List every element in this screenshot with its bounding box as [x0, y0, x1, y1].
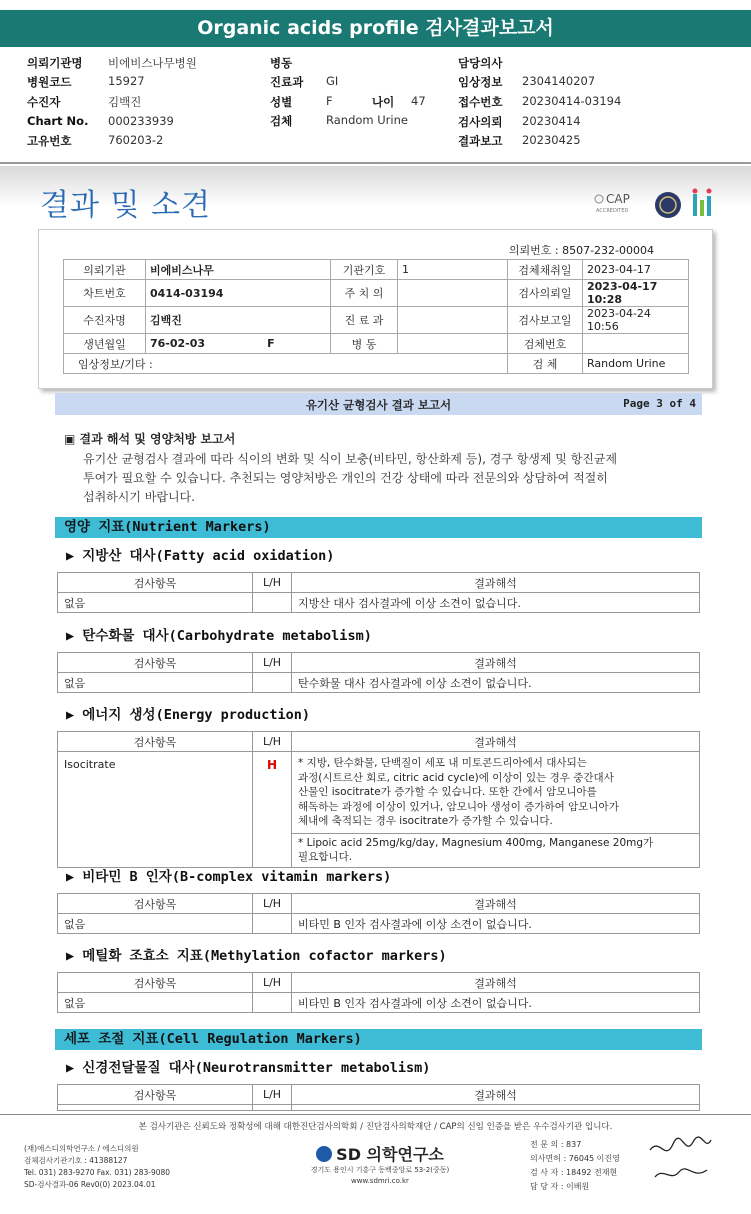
methylation-table: 검사항목 L/H 결과해석 없음 비타민 B 인자 검사결과에 이상 소견이 없습니다.: [57, 972, 700, 1013]
footer-brand: SD 의학연구소 경기도 용인시 기흥구 동백중앙로 53-2(중동) www.sdmri.co.kr: [310, 1145, 450, 1185]
info-label: 고유번호: [27, 134, 72, 148]
info-value: 비에비스나무병원: [108, 56, 197, 70]
info-label: 진료과: [270, 75, 304, 89]
info-label: 병동: [270, 56, 293, 70]
info-label: 의뢰기관명: [27, 56, 83, 70]
carbohydrate-table: 검사항목 L/H 결과해석 없음 탄수화물 대사 검사결과에 이상 소견이 없습니다.: [57, 652, 700, 693]
neurotransmitter-table: 검사항목 L/H 결과해석: [57, 1084, 700, 1111]
section-energy: ▶ 에너지 생성(Energy production): [66, 707, 311, 723]
patient-table: 의뢰기관 비에비스나무 기관기호 1 검체채취일 2023-04-17 차트번호 0414-03194 주 치 의 검사의뢰일 2023-04-17 10:28 수진자명 김백진 진 료 과 검사보고일 2023-04-24 10:56 생년월일 76-02-03 F 병 동 검체번호 임상정보/기타 : 검 체 Random Urine: [63, 259, 689, 374]
sd-logo-icon: [316, 1146, 332, 1162]
accreditation-logos: [593, 188, 723, 222]
high-flag: H: [253, 752, 292, 868]
info-value: GI: [326, 74, 339, 88]
cap-text: CAP: [606, 192, 630, 206]
section-fatty-acid: ▶ 지방산 대사(Fatty acid oxidation): [66, 548, 335, 564]
info-value: 000233939: [108, 114, 174, 128]
info-value: 15927: [108, 74, 145, 88]
energy-prescription: * Lipoic acid 25mg/kg/day, Magnesium 400mg, Manganese 20mg가 필요합니다.: [292, 833, 700, 867]
interp-title: ▣ 결과 해석 및 영양처방 보고서: [64, 432, 236, 446]
report-title-bar: [0, 10, 751, 47]
header-divider: [0, 162, 751, 164]
interp-text: 유기산 균형검사 결과에 따라 식이의 변화 및 식이 보충(비타민, 항산화제 등), 경구 항생제 및 항진균제 투여가 필요할 수 있습니다. 추천되는 영양처방은 개인의 건강 상태에 따라 전문의와 상담하여 적절히 섭취하시기 바랍니다.: [83, 452, 618, 504]
footer-institution: (재)에스디의학연구소 / 에스디의원 검체검사기관기호 : 41388127 Tel. 031) 283-9270 Fax. 031) 283-9080 SD-검사결과-06 Rev0(0) 2023.04.01: [24, 1144, 171, 1189]
footer-signatories: 전 문 의 : 837 의사면허 : 76045 이진영 검 사 자 : 18492 전재현 담 당 자 : 이배원: [530, 1140, 620, 1191]
energy-table: 검사항목 L/H 결과해석 Isocitrate H * 지방, 탄수화물, 단백질이 세포 내 미토콘드리아에서 대사되는 과정(시트르산 회로, citric acid cycle)에 이상이 있는 경우 중간대사 산물인 isocitrate가 증가할 수 있습니다. 또한 간에서 암모니아를 해독하는 과정에 이상이 있거나, 암모니아 생성이 증가하여 암모니아가 체내에 축적되는 경우 isocitrate가 증가할 수 있습니다. * Lipoic acid 25mg/kg/day, Magnesium 400mg, Manganese 20mg가 필요합니다.: [57, 731, 700, 868]
info-value: 2304140207: [522, 74, 596, 88]
section-title: 결과 및 소견: [40, 188, 211, 223]
info-label: 검사의뢰: [458, 115, 503, 129]
report-band: [55, 393, 702, 415]
section-methylation: ▶ 메틸화 조효소 지표(Methylation cofactor markers): [66, 948, 447, 964]
footer-divider: [0, 1114, 751, 1115]
info-label: 담당의사: [458, 56, 503, 70]
info-label: 검체: [270, 114, 293, 128]
info-label: Chart No.: [27, 114, 89, 128]
fatty-acid-table: 검사항목 L/H 결과해석 없음 지방산 대사 검사결과에 이상 소견이 없습니다.: [57, 572, 700, 613]
info-value: Random Urine: [326, 113, 408, 127]
patient-card: [38, 229, 713, 389]
info-value: 20230425: [522, 133, 581, 147]
info-value: 760203-2: [108, 133, 164, 147]
info-label: 병원코드: [27, 75, 72, 89]
age-label: 나이: [372, 95, 395, 109]
info-value: 20230414-03194: [522, 94, 622, 108]
band-title: 유기산 균형검사 결과 보고서: [305, 398, 452, 412]
cap-sub-text: ACCREDITED: [596, 208, 629, 214]
info-label: 성별: [270, 95, 293, 109]
section-carbohydrate: ▶ 탄수화물 대사(Carbohydrate metabolism): [66, 628, 372, 644]
section-vitamin-b: ▶ 비타민 B 인자(B-complex vitamin markers): [66, 869, 392, 885]
energy-item: Isocitrate: [58, 752, 253, 868]
cap-logo-icon: [593, 188, 723, 222]
accreditation-note: 본 검사기관은 신뢰도와 정확성에 대해 대한진단검사의학회 / 진단검사의학재단 / CAP의 신임 인증을 받은 우수검사기관 입니다.: [138, 1122, 613, 1132]
energy-result: * 지방, 탄수화물, 단백질이 세포 내 미토콘드리아에서 대사되는 과정(시트르산 회로, citric acid cycle)에 이상이 있는 경우 중간대사 산물인 isocitrate가 증가할 수 있습니다. 또한 간에서 암모니아를 해독하는 과정에 이상이 있거나, 암모니아 생성이 증가하여 암모니아가 체내에 축적되는 경우 isocitrate가 증가할 수 있습니다.: [292, 752, 700, 834]
info-label: 접수번호: [458, 95, 503, 109]
info-value: 20230414: [522, 114, 581, 128]
report-title: Organic acids profile 검사결과보고서: [197, 17, 554, 39]
age-value: 47: [411, 94, 426, 108]
reference-number: 의뢰번호 : 8507-232-00004: [508, 244, 654, 257]
signature-icon: [645, 1132, 715, 1196]
info-label: 수진자: [27, 95, 61, 109]
info-label: 임상정보: [458, 75, 503, 89]
vitamin-b-table: 검사항목 L/H 결과해석 없음 비타민 B 인자 검사결과에 이상 소견이 없습니다.: [57, 893, 700, 934]
category-nutrient: 영양 지표(Nutrient Markers): [55, 517, 702, 538]
category-cell-regulation: 세포 조절 지표(Cell Regulation Markers): [55, 1029, 702, 1050]
page-number: Page 3 of 4: [623, 397, 696, 410]
info-label: 결과보고: [458, 134, 503, 148]
info-value: F: [326, 94, 333, 108]
section-neurotransmitter: ▶ 신경전달물질 대사(Neurotransmitter metabolism): [66, 1060, 431, 1076]
info-value: 김백진: [108, 95, 142, 109]
